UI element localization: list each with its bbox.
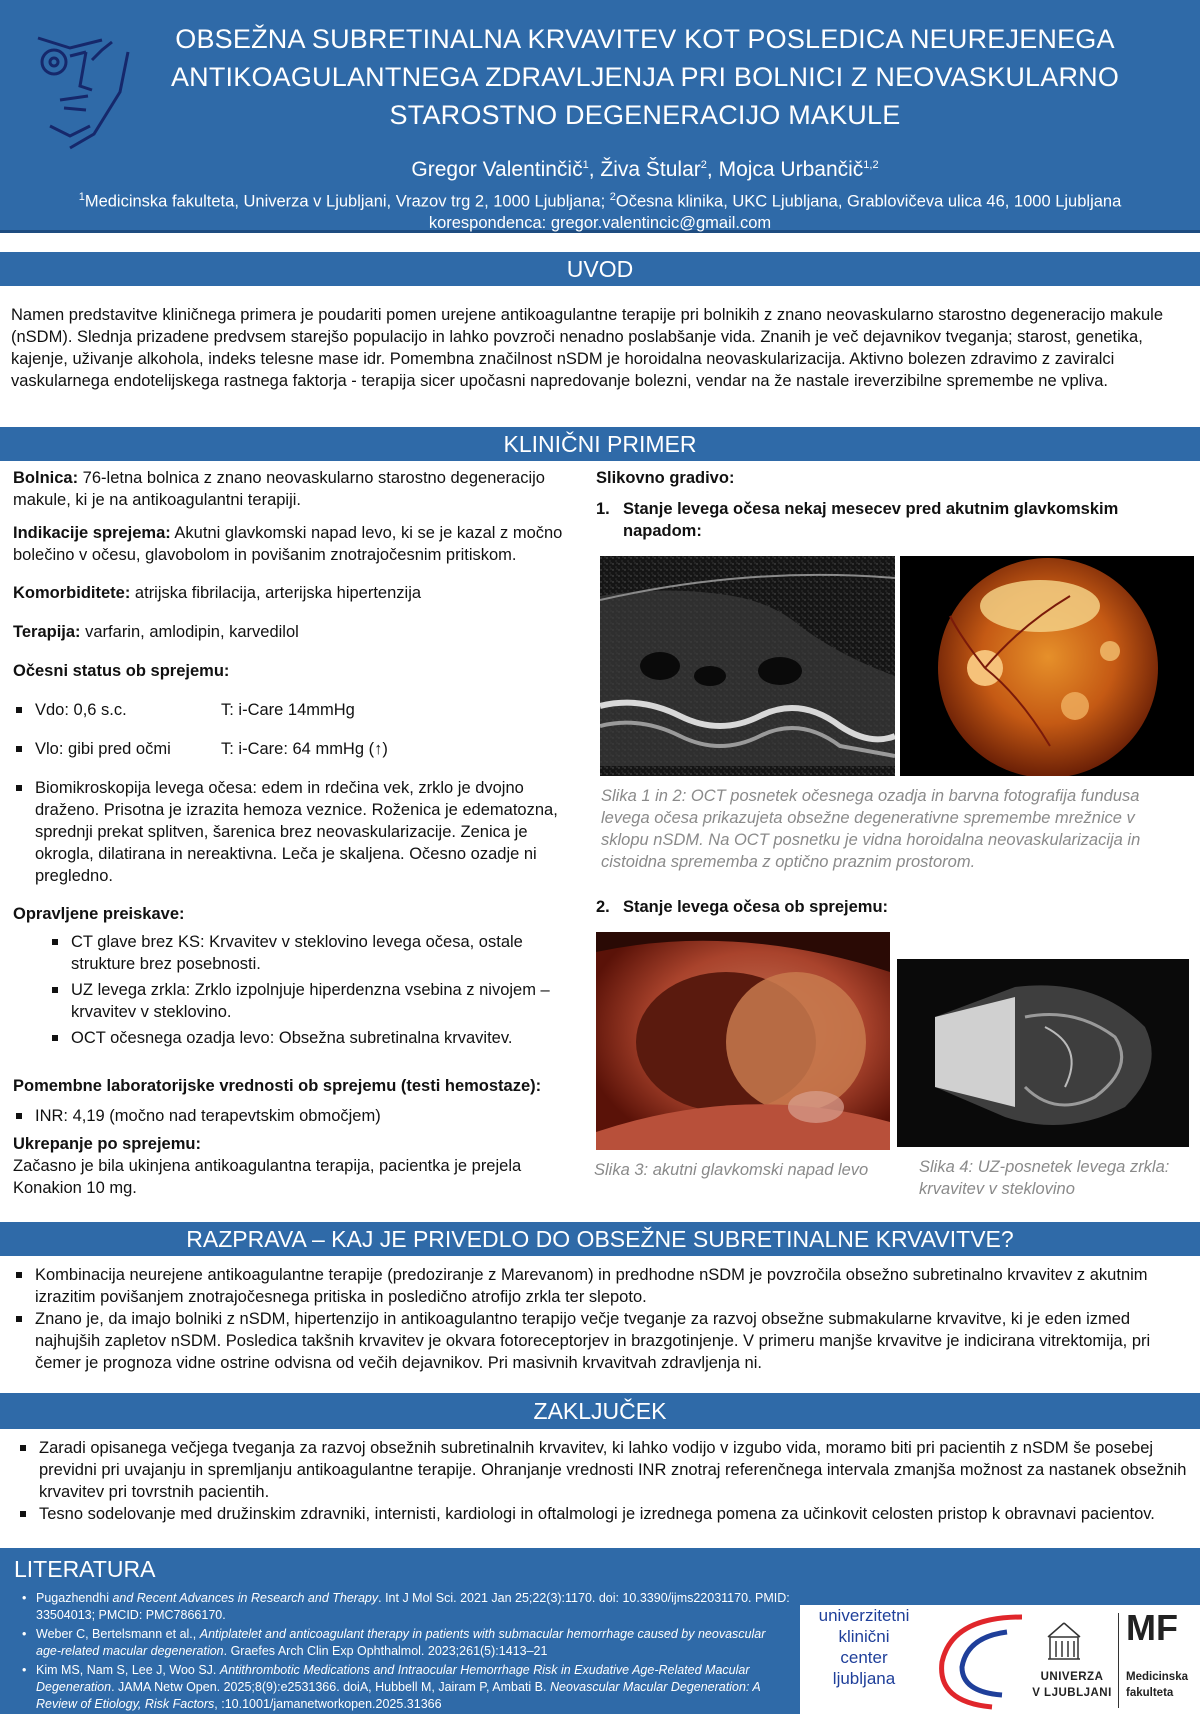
affil-1: Medicinska fakulteta, Univerza v Ljubljani, Vrazov trg 2, 1000 Ljubljana; [84,192,610,211]
preiskave-label: Opravljene preiskave: [13,905,185,923]
ocesni-status-label: Očesni status ob sprejemu: [13,662,230,680]
image-item-1-text: Stanje levega očesa nekaj mesecev pred akutnim glavkomskim napadom: [623,500,1119,540]
author-1-affil: 1 [582,159,589,171]
reference-3-authors: Kim MS, Nam S, Lee J, Woo SJ. [36,1663,220,1677]
ukc-line-1: univerzitetni [818,1606,910,1625]
reference-1-authors: Pugazhendhi [36,1591,113,1605]
oct-scan-image [600,556,895,776]
ultrasound-graphic [895,957,1191,1149]
indikacije-label: Indikacije sprejema: [13,524,171,542]
reference-2-title: Antiplatelet and anticoagulant therapy in patients with submacular hemorrhage caused by neovascular age-related macular degeneration [36,1627,766,1658]
ukc-logo-text [808,1605,920,1689]
reference-3 [20,1662,790,1713]
reference-2-authors: Weber C, Bertelsmann et al., [36,1627,200,1641]
razprava-item-2: Znano je, da imajo bolniki z nSDM, hipertenzijo in antikoagulantno terapijo večje tveganje za razvoj obsežne submakularne krvavitve, ki je eden izmed najhujših zapletov nSDM. Posledica takšnih krvavitev je okvara fotoreceptorjev in brazgotinjenje. V primeru manjše krvavitve je indicirana vitrektomija, pri čemer je prognoza vidne ostrine odvisna od večih dejavnikov. Pri masivnih krvavitvah zdravljenja ni. [13,1308,1185,1374]
university-name [1032,1669,1112,1701]
reference-3-title: Antithrombotic Medications and Intraocular Hemorrhage Risk in Exudative Age-Related Macular Degeneration [36,1663,750,1694]
image-item-2-number: 2. [596,898,610,916]
razprava-item-1: Kombinacija neurejene antikoagulantne terapije (predoziranje z Marevanom) in predhodne nSDM je povzročila obsežno subretinalno krvavitev z akutnim izrazitim povišanjem znotrajočesnega pritiska in posledično atrofijo zrkla ter slepoto. [13,1264,1185,1308]
image-item-1 [596,498,1156,542]
lab-label: Pomembne laboratorijske vrednosti ob sprejemu (testi hemostaze): [13,1077,542,1095]
author-2-affil: 2 [700,159,707,171]
mf-name [1126,1669,1188,1701]
reference-1-source: . Int J Mol Sci. 2021 Jan 25;22(3):1170. doi: 10.3390/ijms22031170. PMID: 33504013; PMCID: PMC7866170. [36,1591,790,1622]
reference-3-title-2: Neovascular Macular Degeneration: A Review of Etiology, Risk Factors [36,1680,761,1711]
fundus-photo-image [900,556,1194,776]
reference-3-doi: , :10.1001/jamanetworkopen.2025.31366 [214,1697,442,1711]
status-vdo [13,699,583,721]
image-item-2-text: Stanje levega očesa ob sprejemu: [623,898,889,916]
vlo-text: Vlo: gibi pred očmi [35,740,171,758]
section-bar-zakljucek: ZAKLJUČEK [0,1393,1200,1429]
poster-title [140,20,1150,134]
face-logo-icon [30,30,130,160]
uvod-text: Namen predstavitve kliničnega primera je poudariti pomen urejene antikoagulantne terapije pri bolnikih z znano neovaskularno starostno degeneracijo makule (nSDM). Slednja prizadene predvsem starejšo populacijo in lahko povzroči nenadno poslabšanje vida. Znanih je več dejavnikov tveganja; starost, genetika, kajenje, uživanje alkohola, indeks telesne mase idr. Pomembna značilnost nSDM je horoidalna neovaskularizacija. Aktivno bolezen zdravimo z zaviralci vaskularnega endotelijskega rastnega faktorja - terapija sicer upočasni napredovanje bolezni, vendar na že nastale ireverzibilne spremembe ne vpliva. [11,306,1164,390]
logo-divider [1118,1613,1119,1708]
reference-1-title: and Recent Advances in Research and Therapy [112,1591,379,1605]
author-2: , Živa Štular [588,158,701,181]
status-biomikroskopija: Biomikroskopija levega očesa: edem in rdečina vek, zrklo je dvojno draženo. Prisotna je izrazita hemoza veznice. Roženica je edematozna, sprednji prekat splitven, šarenica brez neovaskularizacije. Zenica je okrogla, dilatirana in nereaktivna. Leča je skaljena. Očesno ozadje ni pregledno. [13,777,583,887]
uni-line-1: UNIVERZA [1040,1671,1104,1683]
university-building-icon [1044,1619,1084,1663]
affiliations [0,187,1200,234]
title-line-1: OBSEŽNA SUBRETINALNA KRVAVITEV KOT POSLEDICA NEUREJENEGA [175,24,1115,54]
reference-1 [20,1590,790,1624]
bolnica-text: 76-letna bolnica z znano neovaskularno starostno degeneracijo makule, ki je na antikoagulantni terapiji. [13,469,545,509]
slikovno-gradivo-label: Slikovno gradivo: [596,469,735,487]
ukrepanje-text: Začasno je bila ukinjena antikoagulantna terapija, pacientka je prejela Konakion 10 mg. [13,1157,522,1197]
bolnica-label: Bolnica: [13,469,79,487]
reference-list [20,1590,790,1715]
author-3: , Mojca Urbančič [706,158,864,181]
correspondence: korespondenca: gregor.valentincic@gmail.com [428,213,772,232]
image-item-2 [596,896,1156,918]
vdo-text: Vdo: 0,6 s.c. [35,701,127,719]
section-bar-primer: KLINIČNI PRIMER [0,427,1200,461]
vlo-tension: T: i-Care: 64 mmHg (↑) [221,740,388,758]
eye-graphic [596,932,890,1150]
ukc-line-3: center [840,1648,888,1667]
reference-2-source: . Graefes Arch Clin Exp Ophthalmol. 2023;261(5):1413–21 [223,1644,548,1658]
caption-slika-4: Slika 4: UZ-posnetek levega zrkla: krvavitev v steklovino [919,1158,1170,1198]
komorbiditete-text: atrijska fibrilacija, arterijska hipertenzija [130,584,422,602]
ukc-line-4: ljubljana [832,1669,896,1688]
reference-3-source: . JAMA Netw Open. 2025;8(9):e2531366. doiA, Hubbell M, Jairam P, Ambati B. [111,1680,550,1694]
affil-2: Očesna klinika, UKC Ljubljana, Grablovičeva ulica 46, 1000 Ljubljana [615,192,1122,211]
terapija-text: varfarin, amlodipin, karvedilol [80,623,299,641]
fundus-graphic [900,556,1194,776]
preiskava-oct: OCT očesnega ozadja levo: Obsežna subretinalna krvavitev. [49,1027,589,1049]
glaucoma-eye-photo [596,932,890,1150]
status-vlo [13,738,583,760]
ukc-line-2: klinični [838,1627,890,1646]
inr-value: INR: 4,19 (močno nad terapevtskim območjem) [13,1105,583,1127]
mf-logo: MF [1126,1607,1178,1648]
primer-left-column [13,467,583,1199]
title-line-3: STAROSTNO DEGENERACIJO MAKULE [389,100,901,130]
oct-scan-graphic [600,556,895,776]
zakljucek-list [17,1437,1187,1529]
mf-line-1: Medicinska [1126,1671,1188,1683]
zakljucek-item-2: Tesno sodelovanje med družinskim zdravniki, internisti, kardiologi in oftalmologi je izrednega pomena za učinkovit celosten pristop k obravnavi pacientov. [17,1503,1187,1525]
preiskava-uz: UZ levega zrkla: Zrklo izpolnjuje hiperdenzna vsebina z nivojem – krvavitev v steklovino. [49,979,589,1023]
ukc-swoosh-icon [922,1607,1032,1712]
reference-2 [20,1626,790,1660]
caption-slika-1-2: Slika 1 in 2: OCT posnetek očesnega ozadja in barvna fotografija fundusa levega očesa prikazujeta obsežne degenerativne spremembe mrežnice v sklopu nSDM. Na OCT posnetku je vidna horoidalna neovaskularizacija in cistoidna sprememba z optično praznim prostorom. [601,787,1141,871]
vdo-tension: T: i-Care 14mmHg [221,701,355,719]
razprava-list [13,1264,1185,1378]
indikacije-text: Akutni glavkomski napad levo, ki se je kazal z močno bolečino v očesu, glavobolom in povišanim znotrajočesnim pritiskom. [13,524,563,564]
author-3-affil: 1,2 [863,159,879,171]
caption-slika-3: Slika 3: akutni glavkomski napad levo [594,1161,869,1179]
authors [140,158,1150,182]
komorbiditete-label: Komorbiditete: [13,584,131,602]
affil-2-sup: 2 [609,191,616,203]
section-bar-razprava: RAZPRAVA – KAJ JE PRIVEDLO DO OBSEŽNE SUBRETINALNE KRVAVITVE? [0,1222,1200,1256]
mf-line-2: fakulteta [1126,1687,1174,1699]
preiskava-ct: CT glave brez KS: Krvavitev v steklovino levega očesa, ostale strukture brez posebnosti. [49,931,589,975]
image-item-1-number: 1. [596,500,610,518]
author-1: Gregor Valentinčič [411,158,583,181]
ukrepanje-label: Ukrepanje po sprejemu: [13,1135,201,1153]
ultrasound-image [895,957,1191,1149]
institution-logos [800,1605,1200,1714]
uni-line-2: V LJUBLJANI [1032,1687,1112,1699]
section-bar-uvod: UVOD [0,252,1200,286]
affil-1-sup: 1 [78,191,85,203]
terapija-label: Terapija: [13,623,81,641]
literatura-title: LITERATURA [14,1556,156,1582]
zakljucek-item-1: Zaradi opisanega večjega tveganja za razvoj obsežnih subretinalnih krvavitev, ki lahko vodijo v izgubo vida, moramo biti pri pacientih z nSDM še posebej previdni pri uvajanju in spremljanju antikoagulantne terapije. Ohranjanje vrednosti INR znotraj referenčnega intervala zmanjša možnost za nastanek obsežnih krvavitev pri tovrstnih pacientih. [17,1437,1187,1503]
title-line-2: ANTIKOAGULANTNEGA ZDRAVLJENJA PRI BOLNICI Z NEOVASKULARNO [170,62,1120,92]
